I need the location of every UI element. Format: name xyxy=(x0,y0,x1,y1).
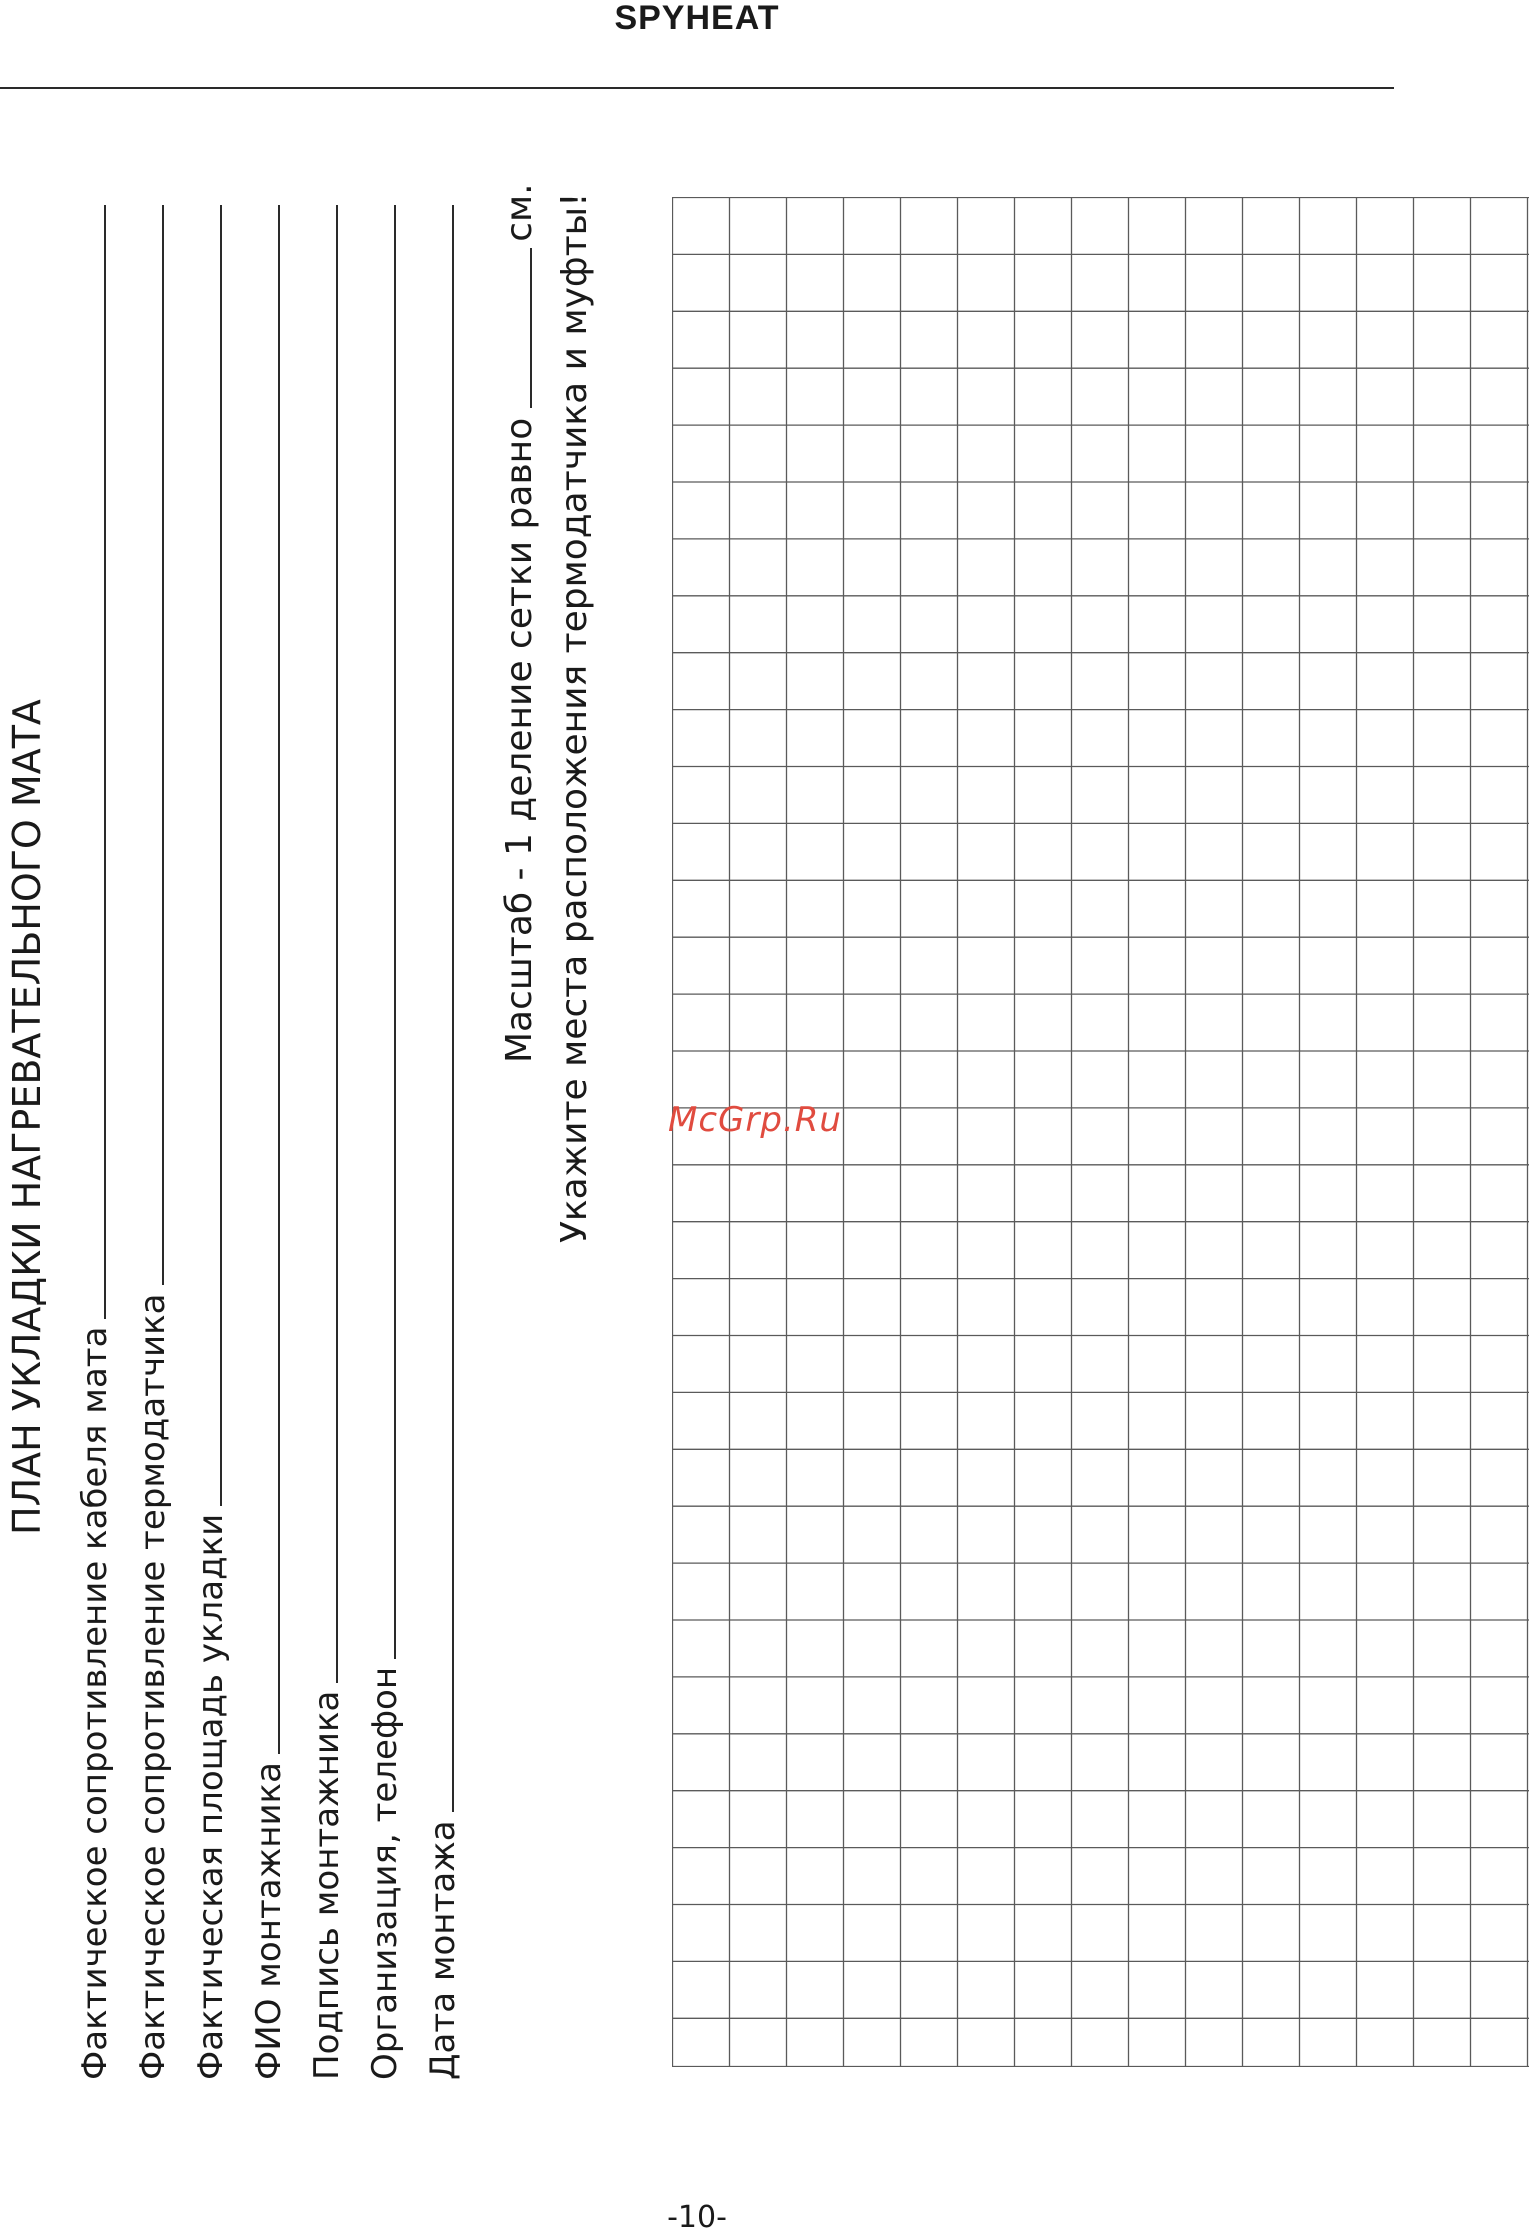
field-installer-signature[interactable] xyxy=(304,205,347,2080)
field-label: ФИО монтажника xyxy=(249,1762,289,2080)
form-fields xyxy=(72,205,463,2080)
field-installer-name[interactable] xyxy=(246,205,289,2080)
field-label: Фактическая площадь укладки xyxy=(191,1513,231,2080)
field-label: Фактическое сопротивление кабеля мата xyxy=(75,1326,115,2080)
scale-label: Масштаб - 1 деление сетки равно xyxy=(499,417,540,1063)
field-input-line[interactable] xyxy=(452,205,454,1812)
field-sensor-resistance[interactable] xyxy=(130,205,173,2080)
field-label: Организация, телефон xyxy=(365,1666,405,2080)
scale-unit: см. xyxy=(499,183,540,242)
page-title: ПЛАН УКЛАДКИ НАГРЕВАТЕЛЬНОГО МАТА xyxy=(5,699,49,1535)
scale-input-line[interactable] xyxy=(530,248,532,408)
field-area[interactable] xyxy=(188,205,231,2080)
header-divider xyxy=(0,87,1394,89)
field-organization[interactable] xyxy=(362,205,405,2080)
field-label: Подпись монтажника xyxy=(307,1690,347,2080)
page-number: -10- xyxy=(667,2200,727,2235)
watermark: McGrp.Ru xyxy=(668,1100,842,1140)
field-input-line[interactable] xyxy=(220,205,222,1506)
field-input-line[interactable] xyxy=(162,205,164,1285)
field-label: Дата монтажа xyxy=(423,1820,463,2080)
grid-scale-line xyxy=(499,183,540,1063)
field-input-line[interactable] xyxy=(394,205,396,1659)
brand-logo: SPYHEAT xyxy=(614,0,780,37)
field-input-line[interactable] xyxy=(278,205,280,1754)
field-install-date[interactable] xyxy=(420,205,463,2080)
field-label: Фактическое сопротивление термодатчика xyxy=(133,1293,173,2080)
field-cable-resistance[interactable] xyxy=(72,205,115,2080)
placement-note: Укажите места расположения термодатчика и муфты! xyxy=(554,192,595,1243)
field-input-line[interactable] xyxy=(336,205,338,1683)
field-input-line[interactable] xyxy=(104,205,106,1319)
